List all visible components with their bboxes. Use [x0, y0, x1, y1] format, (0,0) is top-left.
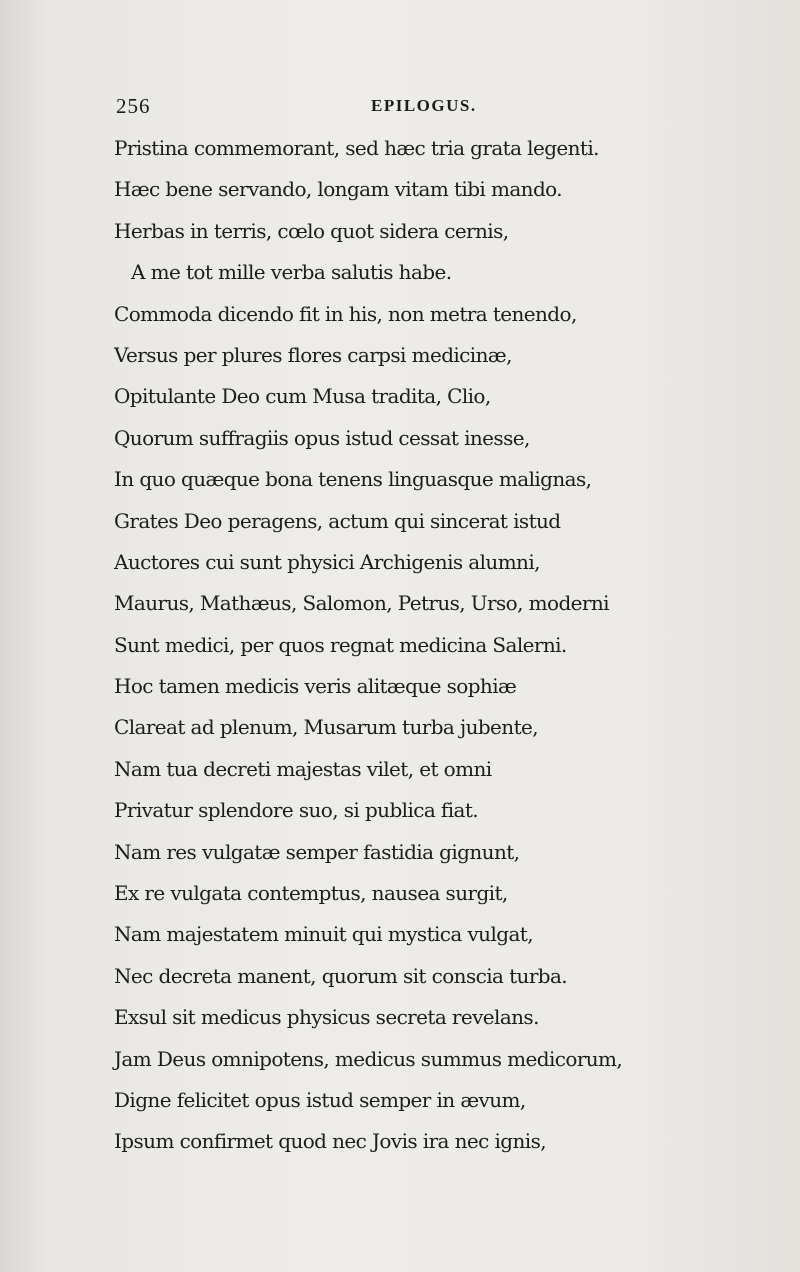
verse-line: Exsul sit medicus physicus secreta revelans. [114, 1005, 539, 1030]
verse-line: Nam majestatem minuit qui mystica vulgat, [114, 922, 533, 947]
verse-line: Digne felicitet opus istud semper in ævum, [114, 1087, 526, 1112]
page-number: 256 [116, 94, 151, 118]
verse-line: Commoda dicendo fit in his, non metra tenendo, [114, 301, 577, 326]
verse-line: Grates Deo peragens, actum qui sincerat istud [114, 508, 561, 533]
verse-line: Nam res vulgatæ semper fastidia gignunt, [114, 839, 520, 864]
running-title: EPILOGUS. [371, 96, 477, 115]
verse-line: Hæc bene servando, longam vitam tibi mando. [114, 177, 562, 202]
verse-line: Jam Deus omnipotens, medicus summus medicorum, [114, 1046, 623, 1071]
verse-line: Nec decreta manent, quorum sit conscia turba. [114, 963, 568, 988]
verse-line: Versus per plures flores carpsi medicinæ, [114, 342, 512, 367]
verse-line: In quo quæque bona tenens linguasque malignas, [114, 467, 592, 492]
verse-line: Opitulante Deo cum Musa tradita, Clio, [114, 384, 491, 409]
verse-line: Herbas in terris, cœlo quot sidera cernis, [114, 218, 509, 243]
page-header [116, 94, 676, 118]
verse-line: Privatur splendore suo, si publica fiat. [114, 798, 479, 823]
verse-line: Ex re vulgata contemptus, nausea surgit, [114, 881, 508, 906]
verse-line: Quorum suffragiis opus istud cessat inesse, [114, 425, 530, 450]
verse-line: Maurus, Mathæus, Salomon, Petrus, Urso, moderni [114, 591, 609, 616]
verse-line: Clareat ad plenum, Musarum turba jubente, [114, 715, 539, 740]
verse-text [0, 128, 800, 1163]
verse-line: Ipsum confirmet quod nec Jovis ira nec ignis, [114, 1129, 546, 1154]
verse-line: Nam tua decreti majestas vilet, et omni [114, 756, 492, 781]
verse-line: A me tot mille verba salutis habe. [131, 260, 452, 285]
verse-line: Hoc tamen medicis veris alitæque sophiæ [114, 674, 517, 699]
verse-line: Sunt medici, per quos regnat medicina Salerni. [114, 632, 567, 657]
verse-line: Pristina commemorant, sed hæc tria grata legenti. [114, 136, 599, 160]
verse-line: Auctores cui sunt physici Archigenis alumni, [114, 549, 540, 574]
